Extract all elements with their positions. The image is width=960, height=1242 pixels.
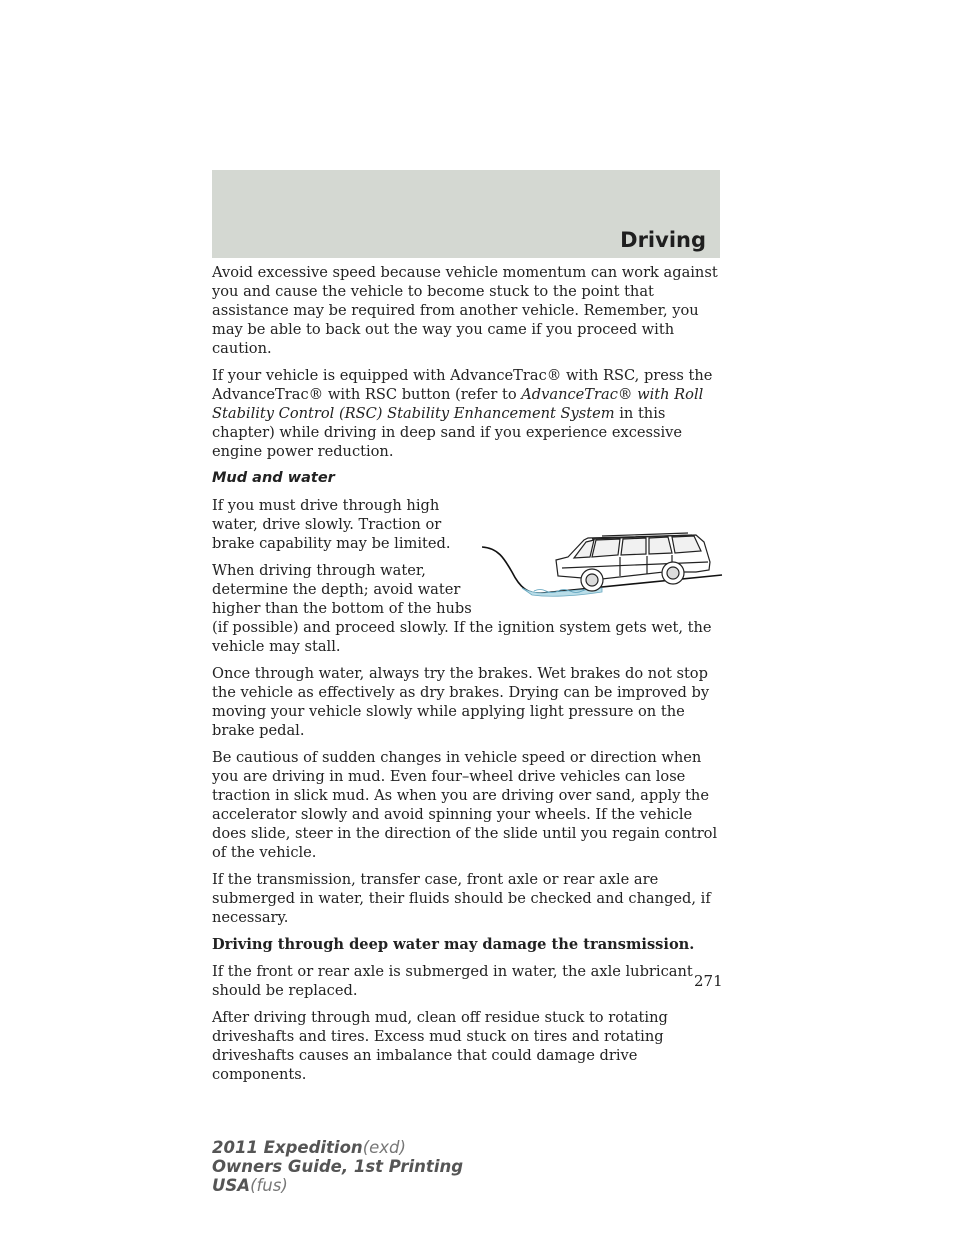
cross-reference: AdvanceTrac® with Roll Stability Control (RSC) Stability Enhancement System xyxy=(212,386,704,422)
warning-deep-water: Driving through deep water may damage the transmission. xyxy=(212,936,695,953)
paragraph-high-water: If you must drive through high water, drive slowly. Traction or brake capability may be limited. xyxy=(212,497,451,552)
paragraph-clean-residue: After driving through mud, clean off residue stuck to rotating driveshafts and tires. Excess mud stuck on tires and rotating driveshafts causes an imbalance that could damage drive components. xyxy=(212,1009,668,1083)
page-number: 271 xyxy=(694,972,723,990)
paragraph-water-depth: When driving through water, determine the depth; avoid water higher than the bottom of the hubs (if possible) and proceed slowly. If the ignition system gets wet, the vehicle may stall. xyxy=(212,562,712,655)
paragraph-momentum: Avoid excessive speed because vehicle momentum can work against you and cause the vehicle to become stuck to the point that assistance may be required from another vehicle. Remember, you may be able to back out the way you came if you proceed with caution. xyxy=(212,264,718,357)
paragraph-advancetrac: If your vehicle is equipped with AdvanceTrac® with RSC, press the AdvanceTrac® with RSC button (refer to AdvanceTrac® with Roll Stability Control (RSC) Stability Enhancement System in this chapter) while driving in deep sand if you experience excessive engine power reduction. xyxy=(212,367,713,460)
footer-line-guide: Owners Guide, 1st Printing xyxy=(212,1157,464,1176)
section-header-band xyxy=(212,170,720,258)
paragraph-submerged: If the transmission, transfer case, front axle or rear axle are submerged in water, their fluids should be checked and changed, if necessary. xyxy=(212,871,711,926)
paragraph-brakes: Once through water, always try the brakes. Wet brakes do not stop the vehicle as effectively as dry brakes. Drying can be improved by moving your vehicle slowly while applying light pressure on the brake pedal. xyxy=(212,665,710,739)
suv-in-water-icon xyxy=(482,502,730,614)
footer-line-market: USA(fus) xyxy=(212,1176,288,1195)
paragraph-mud: Be cautious of sudden changes in vehicle speed or direction when you are driving in mud. Even four–wheel drive vehicles can lose traction in slick mud. As when you are driving over sand, apply the accelerator slowly and avoid spinning your wheels. If the vehicle does slide, steer in the direction of the slide until you regain control of the vehicle. xyxy=(212,749,718,861)
document-footer xyxy=(212,1138,463,1195)
paragraph-axle-lubricant: If the front or rear axle is submerged in water, the axle lubricant should be replaced. xyxy=(212,963,693,999)
footer-line-model: 2011 Expedition(exd) xyxy=(212,1138,406,1157)
page-content xyxy=(212,263,722,1092)
subheading-mud-and-water: Mud and water xyxy=(212,470,335,486)
section-title: Driving xyxy=(620,228,706,252)
